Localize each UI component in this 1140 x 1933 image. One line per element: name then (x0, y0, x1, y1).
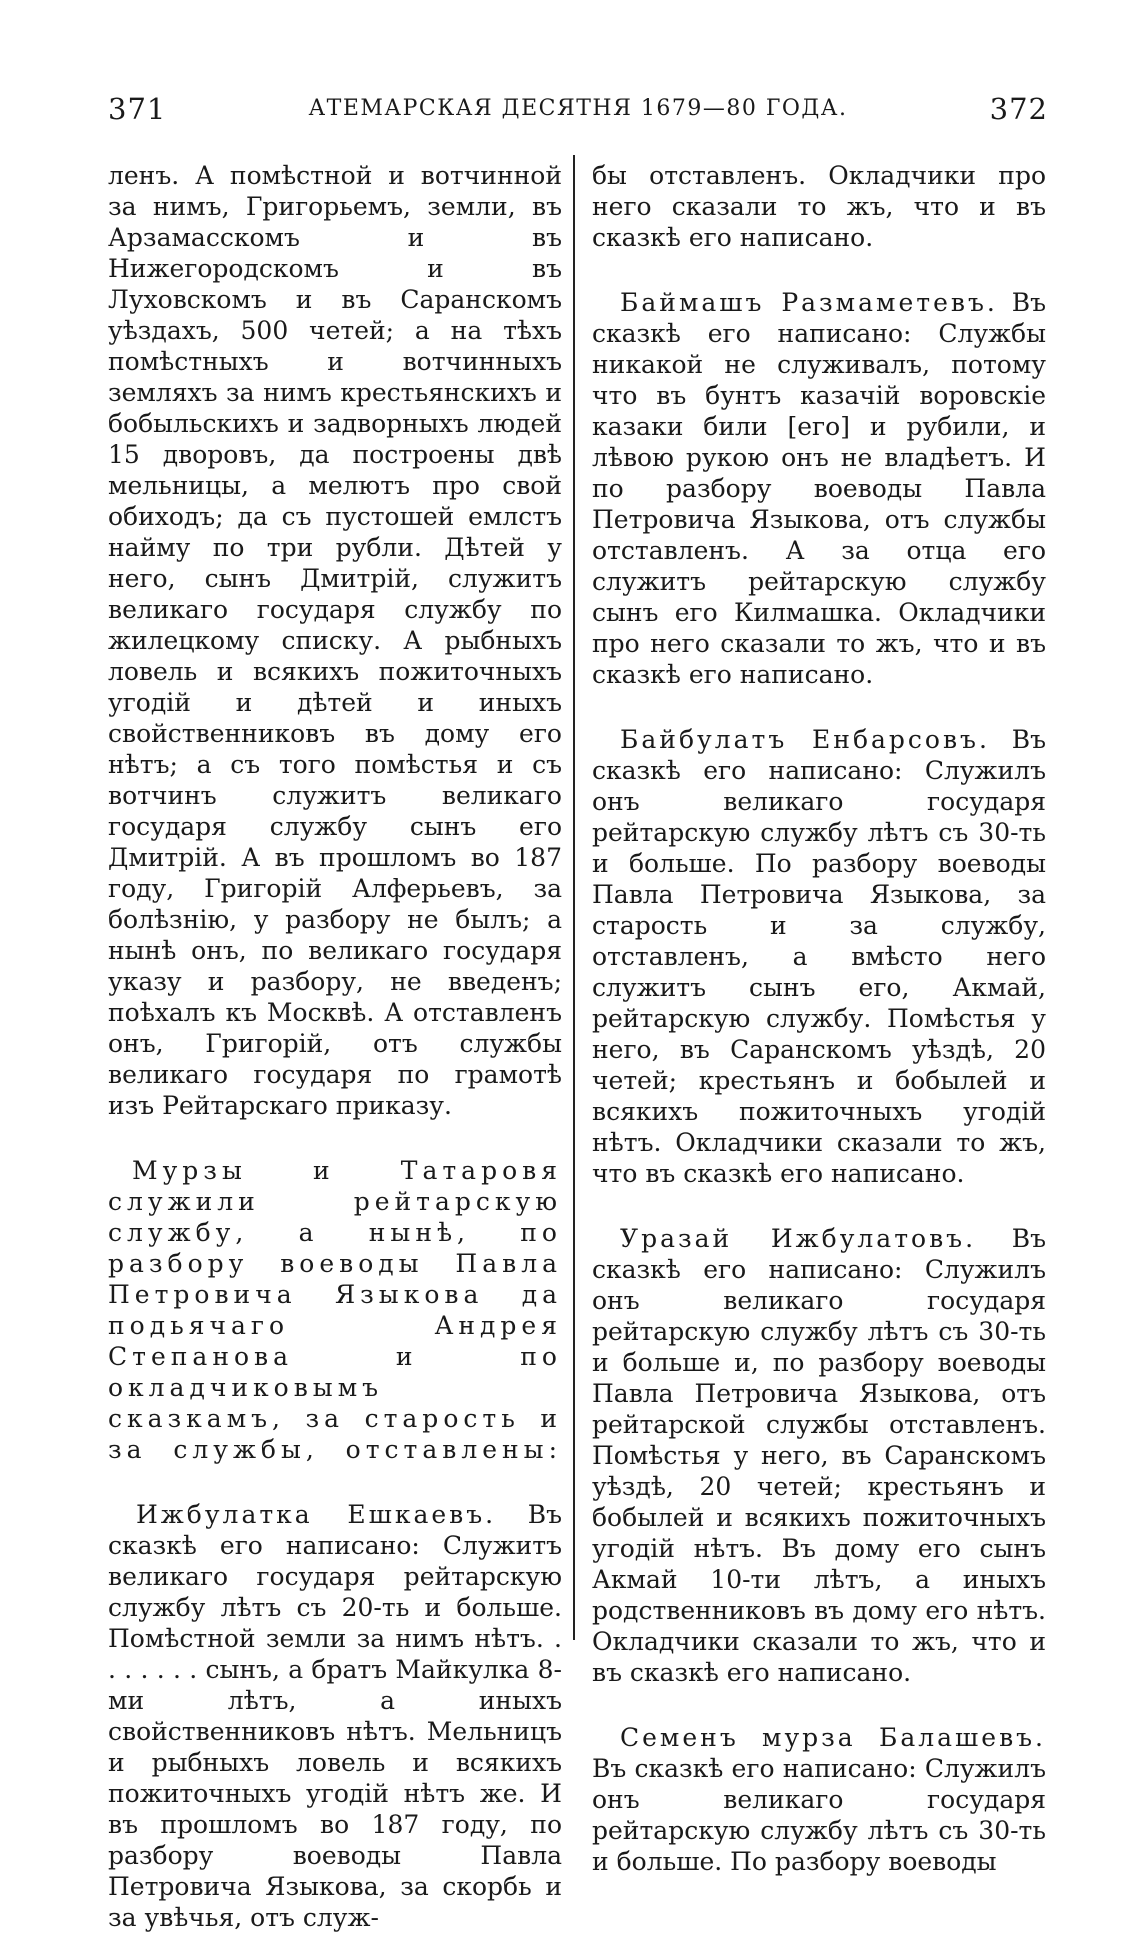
column-divider (573, 155, 575, 1640)
paragraph-gap (108, 1465, 562, 1499)
left-page-number: 371 (108, 92, 167, 126)
entry-text: Въ сказкѣ его написано: Служилъ онъ великаго государя рейтарскую службу лѣтъ съ 30-ть и больше и, по разбору воеводы Павла Петровича Языкова, отъ рейтарской службы отставленъ. Помѣстья у него, въ Саранскомъ уѣздѣ, 20 четей; крестьянъ и бобылей и всякихъ пожиточныхъ угодій нѣтъ. Въ дому его сынъ Акмай 10-ти лѣтъ, а иныхъ родственниковъ въ дому его нѣтъ. Окладчики сказали то жъ, что и въ сказкѣ его написано. (592, 1224, 1047, 1687)
paragraph-gap (592, 253, 1046, 287)
entry-text: Въ сказкѣ его написано: Служилъ онъ великаго государя рейтарскую службу лѣтъ съ 30-ть и больше. По разбору воеводы Павла Петровича Языкова, за старость и за службу, отставленъ, а вмѣсто него служитъ сынъ его, Акмай, рейтарскую службу. Помѣстья у него, въ Саранскомъ уѣздѣ, 20 четей; крестьянъ и бобылей и всякихъ пожиточныхъ угодій нѣтъ. Окладчики сказали то жъ, что въ сказкѣ его написано. (592, 725, 1046, 1188)
entry-name: Семенъ мурза Балашевъ. (620, 1723, 1046, 1752)
entry-paragraph (592, 724, 1046, 1189)
entry-paragraph (592, 1722, 1046, 1877)
entry-text: Въ сказкѣ его написано: Служитъ великаго государя рейтарскую службу лѣтъ съ 20-ть и больше. Помѣстной земли за нимъ нѣтъ. . . . . . . . сынъ, а братъ Майкулка 8-ми лѣтъ, а иныхъ свойственниковъ нѣтъ. Мельницъ и рыбныхъ ловель и всякихъ пожиточныхъ угодій нѣтъ же. И въ прошломъ во 187 году, по разбору воеводы Павла Петровича Языкова, за скорбь и за увѣчья, отъ служ- (108, 1500, 562, 1932)
paragraph-gap (592, 1688, 1046, 1722)
entry-text: Въ сказкѣ его написано: Службы никакой не служивалъ, потому что въ бунтъ казачій воровскіе казаки били [его] и рубили, и лѣвою рукою онъ не владѣетъ. И по разбору воеводы Павла Петровича Языкова, отъ службы отставленъ. А за отца его служитъ рейтарскую службу сынъ его Килмашка. Окладчики про него сказали то жъ, что и въ сказкѣ его написано. (592, 288, 1046, 689)
right-page-number: 372 (989, 92, 1048, 126)
running-header (108, 92, 1048, 132)
entry-paragraph (592, 287, 1046, 690)
entry-paragraph (108, 1499, 562, 1933)
running-title: АТЕМАРСКАЯ ДЕСЯТНЯ 1679—80 ГОДА. (308, 96, 848, 121)
entry-name: Баймашъ Размаметевъ. (620, 288, 998, 317)
right-column (592, 160, 1046, 1877)
paragraph-gap (592, 690, 1046, 724)
paragraph-continuation: ленъ. А помѣстной и вотчинной за нимъ, Григорьемъ, земли, въ Арзамасскомъ и въ Нижегородскомъ и въ Луховскомъ и въ Саранскомъ уѣздахъ, 500 четей; а на тѣхъ помѣстныхъ и вотчинныхъ земляхъ за нимъ крестьянскихъ и бобыльскихъ и задворныхъ людей 15 дворовъ, да построены двѣ мельницы, а мелютъ про свой обиходъ; да съ пустошей емлстъ найму по три рубли. Дѣтей у него, сынъ Дмитрій, служитъ великаго государя службу по жилецкому списку. А рыбныхъ ловель и всякихъ пожиточныхъ угодій и дѣтей и иныхъ свойственниковъ въ дому его нѣтъ; а съ того помѣстья и съ вотчинъ служитъ великаго государя службу сынъ его Дмитрій. А въ прошломъ во 187 году, Григорій Алферьевъ, за болѣзнію, у разбору не былъ; а нынѣ онъ, по великаго государя указу и разбору, не введенъ; поѣхалъ къ Москвѣ. А отставленъ онъ, Григорій, отъ службы великаго государя по грамотѣ изъ Рейтарскаго приказу. (108, 161, 562, 1120)
entry-name: Байбулатъ Енбарсовъ. (620, 725, 990, 754)
entry-name: Уразай Ижбулатовъ. (620, 1224, 977, 1253)
entry-name: Ижбулатка Ешкаевъ. (136, 1500, 497, 1529)
entry-text: Въ сказкѣ его написано: Служилъ онъ великаго государя рейтарскую службу лѣтъ съ 30-ть и больше. По разбору воеводы (592, 1754, 1046, 1876)
section-heading: Мурзы и Татаровя служили рейтарскую службу, а нынѣ, по разбору воеводы Павла Петровича Языкова да подьячаго Андрея Степанова и по окладчиковымъ сказкамъ, за старость и за службы, отставлены: (108, 1156, 562, 1464)
paragraph-continuation: бы отставленъ. Окладчики про него сказали то жъ, что и въ сказкѣ его написано. (592, 161, 1046, 252)
entry-paragraph (592, 1223, 1046, 1688)
paragraph-gap (108, 1121, 562, 1155)
left-column (108, 160, 562, 1933)
paragraph-gap (592, 1189, 1046, 1223)
